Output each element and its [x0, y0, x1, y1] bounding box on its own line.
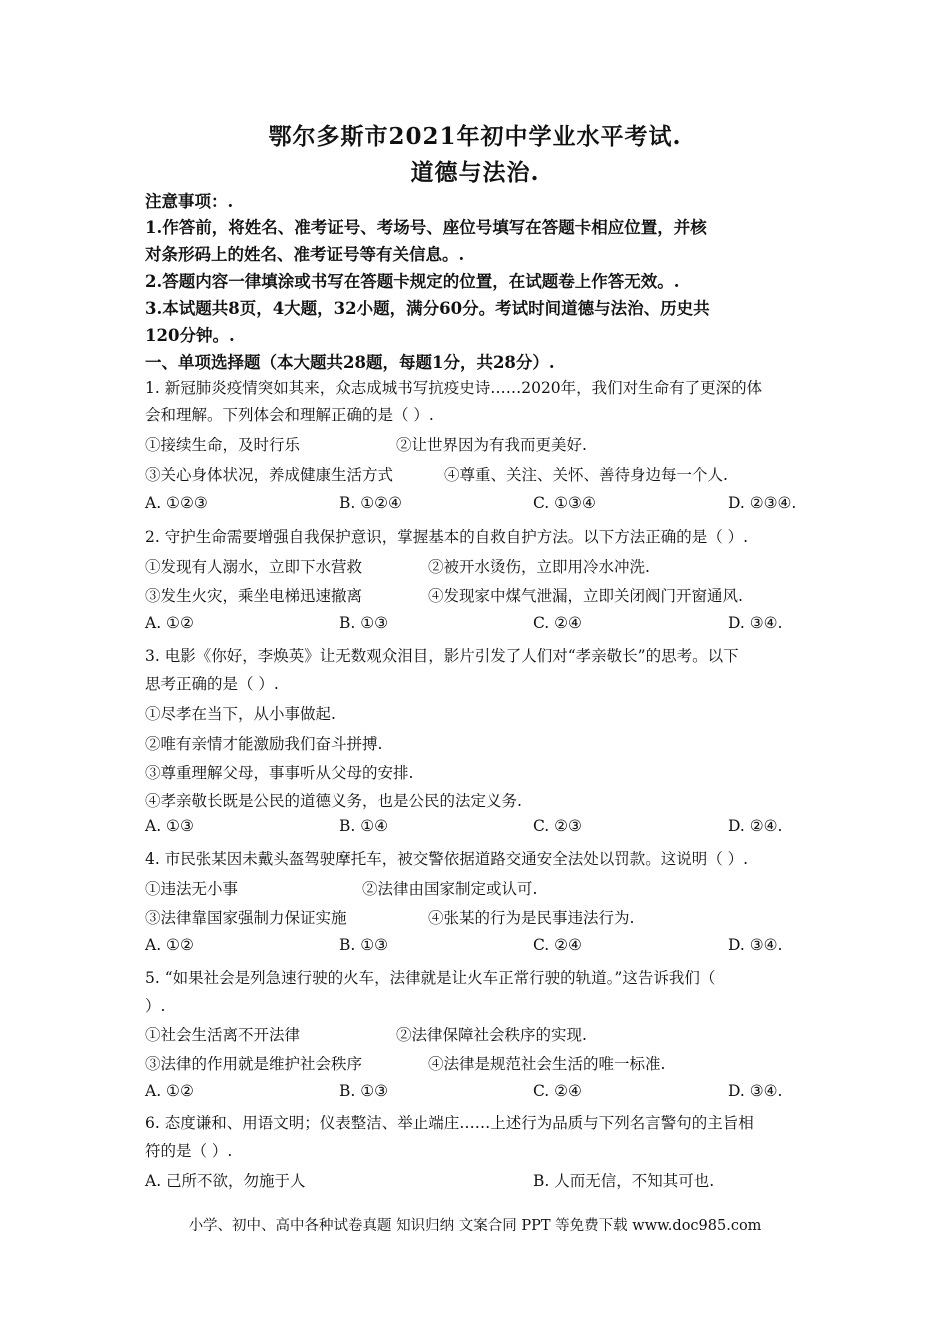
q3-stem-line1: 3. 电影《你好，李焕英》让无数观众泪目，影片引发了人们对“孝亲敬长”的思考。以下 [145, 647, 739, 665]
q2-option-d: D. ③④. [728, 614, 783, 632]
q1-statement-4: ④尊重、关注、关怀、善待身边每一个人. [444, 466, 728, 484]
q6-stem-line1: 6. 态度谦和、用语文明；仪表整洁、举止端庄……上述行为品质与下列名言警句的主旨相 [145, 1114, 754, 1132]
q1-option-d: D. ②③④. [728, 494, 797, 512]
q4-option-b: B. ①③ [339, 936, 389, 954]
q1-option-a: A. ①②③ [145, 494, 208, 512]
q3-statement-1: ①尽孝在当下，从小事做起. [145, 705, 336, 723]
q1-option-c: C. ①③④ [533, 494, 596, 512]
q5-option-a: A. ①② [145, 1082, 194, 1100]
q2-stem-line1: 2. 守护生命需要增强自我保护意识，掌握基本的自救自护方法。以下方法正确的是（ ）. [145, 528, 749, 546]
q1-stem-line2: 会和理解。下列体会和理解正确的是（ ）. [145, 406, 434, 424]
q3-statement-3: ③尊重理解父母，事事听从父母的安排. [145, 764, 414, 782]
notice-item-1b: 对条形码上的姓名、准考证号等有关信息。. [145, 245, 465, 264]
q3-option-c: C. ②③ [533, 817, 582, 835]
page-footer: 小学、初中、高中各种试卷真题 知识归纳 文案合同 PPT 等免费下载 www.doc985.com [188, 1218, 762, 1234]
notice-item-3b: 120分钟。. [145, 326, 235, 345]
q4-option-a: A. ①② [145, 936, 194, 954]
notice-heading: 注意事项：. [145, 192, 234, 211]
q4-statement-2: ②法律由国家制定或认可. [362, 880, 538, 898]
q2-option-a: A. ①② [145, 614, 194, 632]
q5-statement-3: ③法律的作用就是维护社会秩序 [145, 1055, 363, 1073]
q4-statement-4: ④张某的行为是民事违法行为. [428, 909, 635, 927]
q2-option-c: C. ②④ [533, 614, 582, 632]
q3-option-a: A. ①③ [145, 817, 194, 835]
q5-stem-line1: 5. “如果社会是列急速行驶的火车，法律就是让火车正常行驶的轨道。”这告诉我们（ [145, 969, 716, 987]
q4-option-d: D. ③④. [728, 936, 783, 954]
q5-option-b: B. ①③ [339, 1082, 389, 1100]
notice-item-1a: 1.作答前，将姓名、准考证号、考场号、座位号填写在答题卡相应位置，并核 [145, 218, 707, 237]
q3-option-b: B. ①④ [339, 817, 389, 835]
exam-title: 鄂尔多斯市2021年初中学业水平考试. [268, 123, 682, 150]
q2-option-b: B. ①③ [339, 614, 389, 632]
q3-stem-line2: 思考正确的是（ ）. [145, 675, 279, 693]
notice-item-3a: 3.本试题共8页，4大题，32小题，满分60分。考试时间道德与法治、历史共 [145, 299, 710, 318]
q1-statement-3: ③关心身体状况，养成健康生活方式 [145, 466, 394, 484]
q4-option-c: C. ②④ [533, 936, 582, 954]
q6-option-a: A. 己所不欲，勿施于人 [145, 1172, 306, 1190]
q2-statement-4: ④发现家中煤气泄漏，立即关闭阀门开窗通风. [428, 587, 743, 605]
q4-statement-3: ③法律靠国家强制力保证实施 [145, 909, 347, 927]
q2-statement-3: ③发生火灾，乘坐电梯迅速撤离 [145, 587, 363, 605]
section-heading: 一、单项选择题（本大题共28题，每题1分，共28分）. [145, 353, 555, 372]
q1-statement-2: ②让世界因为有我而更美好. [396, 436, 587, 454]
q4-statement-1: ①违法无小事 [145, 880, 239, 898]
q5-statement-2: ②法律保障社会秩序的实现. [396, 1026, 587, 1044]
q3-option-d: D. ②④. [728, 817, 783, 835]
q5-statement-4: ④法律是规范社会生活的唯一标准. [428, 1055, 666, 1073]
q2-statement-2: ②被开水烫伤，立即用冷水冲洗. [428, 558, 650, 576]
q4-stem-line1: 4. 市民张某因未戴头盔驾驶摩托车，被交警依据道路交通安全法处以罚款。这说明（ ）. [145, 850, 749, 868]
q6-stem-line2: 符的是（ ）. [145, 1142, 233, 1160]
q5-stem-line2: ）. [145, 997, 166, 1015]
q1-stem-line1: 1. 新冠肺炎疫情突如其来，众志成城书写抗疫史诗……2020年，我们对生命有了更深的体 [145, 379, 763, 397]
q1-option-b: B. ①②④ [339, 494, 402, 512]
q5-statement-1: ①社会生活离不开法律 [145, 1026, 301, 1044]
q5-option-c: C. ②④ [533, 1082, 582, 1100]
q5-option-d: D. ③④. [728, 1082, 783, 1100]
q3-statement-2: ②唯有亲情才能激励我们奋斗拼搏. [145, 735, 383, 753]
q6-option-b: B. 人而无信，不知其可也. [533, 1172, 715, 1190]
q1-statement-1: ①接续生命，及时行乐 [145, 436, 301, 454]
q2-statement-1: ①发现有人溺水，立即下水营救 [145, 558, 363, 576]
notice-item-2: 2.答题内容一律填涂或书写在答题卡规定的位置，在试题卷上作答无效。. [145, 272, 680, 291]
q3-statement-4: ④孝亲敬长既是公民的道德义务，也是公民的法定义务. [145, 792, 522, 810]
exam-subject: 道德与法治. [410, 159, 540, 186]
